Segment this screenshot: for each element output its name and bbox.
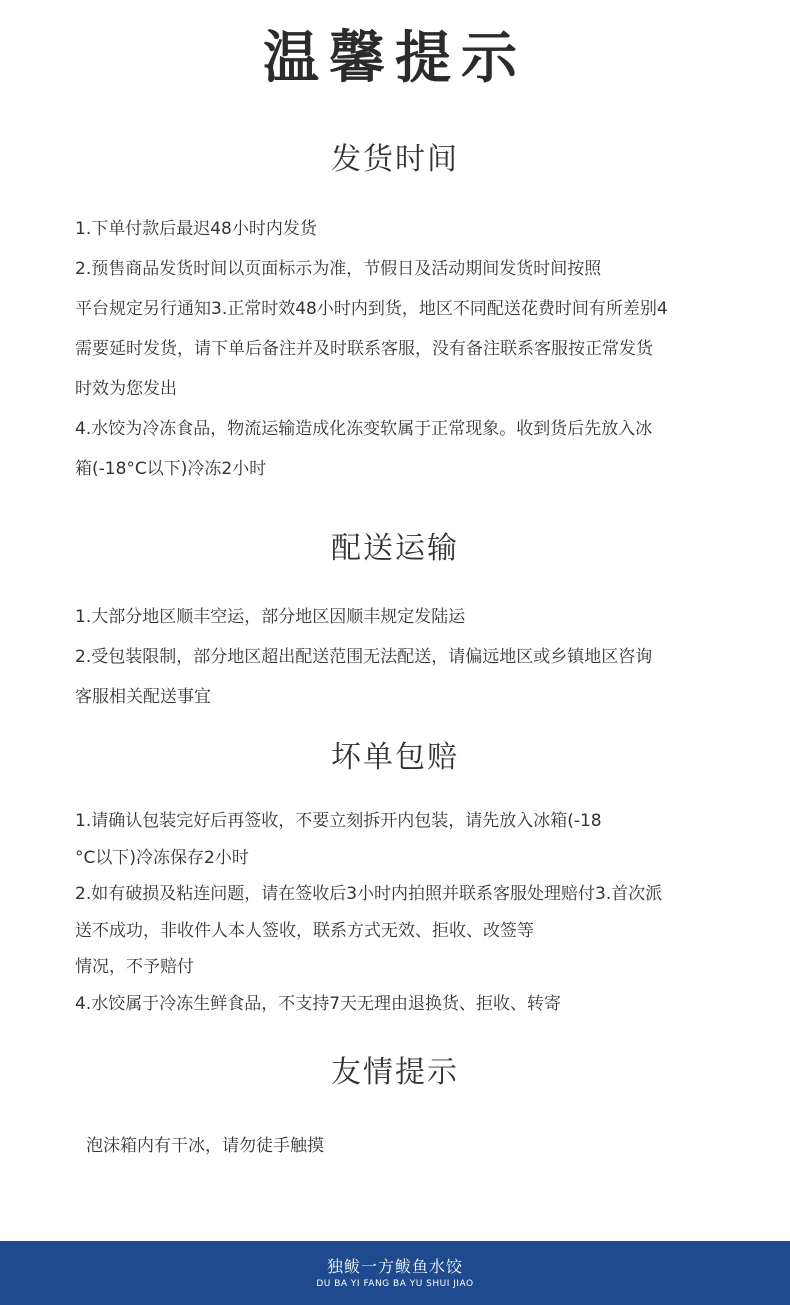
shipping-time-line: 2.预售商品发货时间以页面标示为准，节假日及活动期间发货时间按照 xyxy=(75,259,602,279)
damage-line: 情况，不予赔付 xyxy=(75,957,194,977)
damage-line: 1.请确认包装完好后再签收，不要立刻拆开内包装，请先放入冰箱(-18 xyxy=(75,811,602,831)
section-title-damage: 坏单包赔 xyxy=(331,740,459,775)
shipping-time-line: 4.水饺为冷冻食品，物流运输造成化冻变软属于正常现象。收到货后先放入冰 xyxy=(75,419,653,439)
main-title: 温馨提示 xyxy=(263,25,527,91)
damage-line: 4.水饺属于冷冻生鲜食品，不支持7天无理由退换货、拒收、转寄 xyxy=(75,993,562,1014)
delivery-line: 2.受包装限制，部分地区超出配送范围无法配送，请偏远地区或乡镇地区咨询 xyxy=(75,647,653,667)
delivery-lines xyxy=(75,597,725,717)
footer-brand-name: 独鲅一方鲅鱼水饺 xyxy=(326,1257,463,1276)
tips-text: 泡沫箱内有干冰，请勿徒手触摸 xyxy=(86,1136,324,1156)
section-title-shipping-time: 发货时间 xyxy=(331,142,459,177)
section-title-tips: 友情提示 xyxy=(331,1055,459,1090)
shipping-time-line: 1.下单付款后最迟48小时内发货 xyxy=(75,219,317,239)
footer-bar xyxy=(0,1241,790,1305)
damage-lines xyxy=(75,803,725,1022)
delivery-line: 1.大部分地区顺丰空运，部分地区因顺丰规定发陆运 xyxy=(75,607,466,627)
footer-brand-pinyin: DU BA YI FANG BA YU SHUI JIAO xyxy=(316,1279,474,1289)
section-title-delivery: 配送运输 xyxy=(331,531,459,566)
shipping-time-line: 需要延时发货，请下单后备注并及时联系客服，没有备注联系客服按正常发货 xyxy=(75,339,653,359)
shipping-time-line: 平台规定另行通知3.正常时效48小时内到货，地区不同配送花费时间有所差别4 xyxy=(75,299,668,319)
damage-line: °C以下)冷冻保存2小时 xyxy=(75,847,249,868)
damage-line: 送不成功，非收件人本人签收，联系方式无效、拒收、改签等 xyxy=(75,920,534,941)
shipping-time-lines xyxy=(75,209,725,489)
delivery-line: 客服相关配送事宜 xyxy=(75,687,211,707)
shipping-time-line: 箱(-18°C以下)冷冻2小时 xyxy=(75,459,267,479)
damage-line: 2.如有破损及粘连问题，请在签收后3小时内拍照并联系客服处理赔付3.首次派 xyxy=(75,884,663,904)
shipping-time-line: 时效为您发出 xyxy=(75,379,177,399)
